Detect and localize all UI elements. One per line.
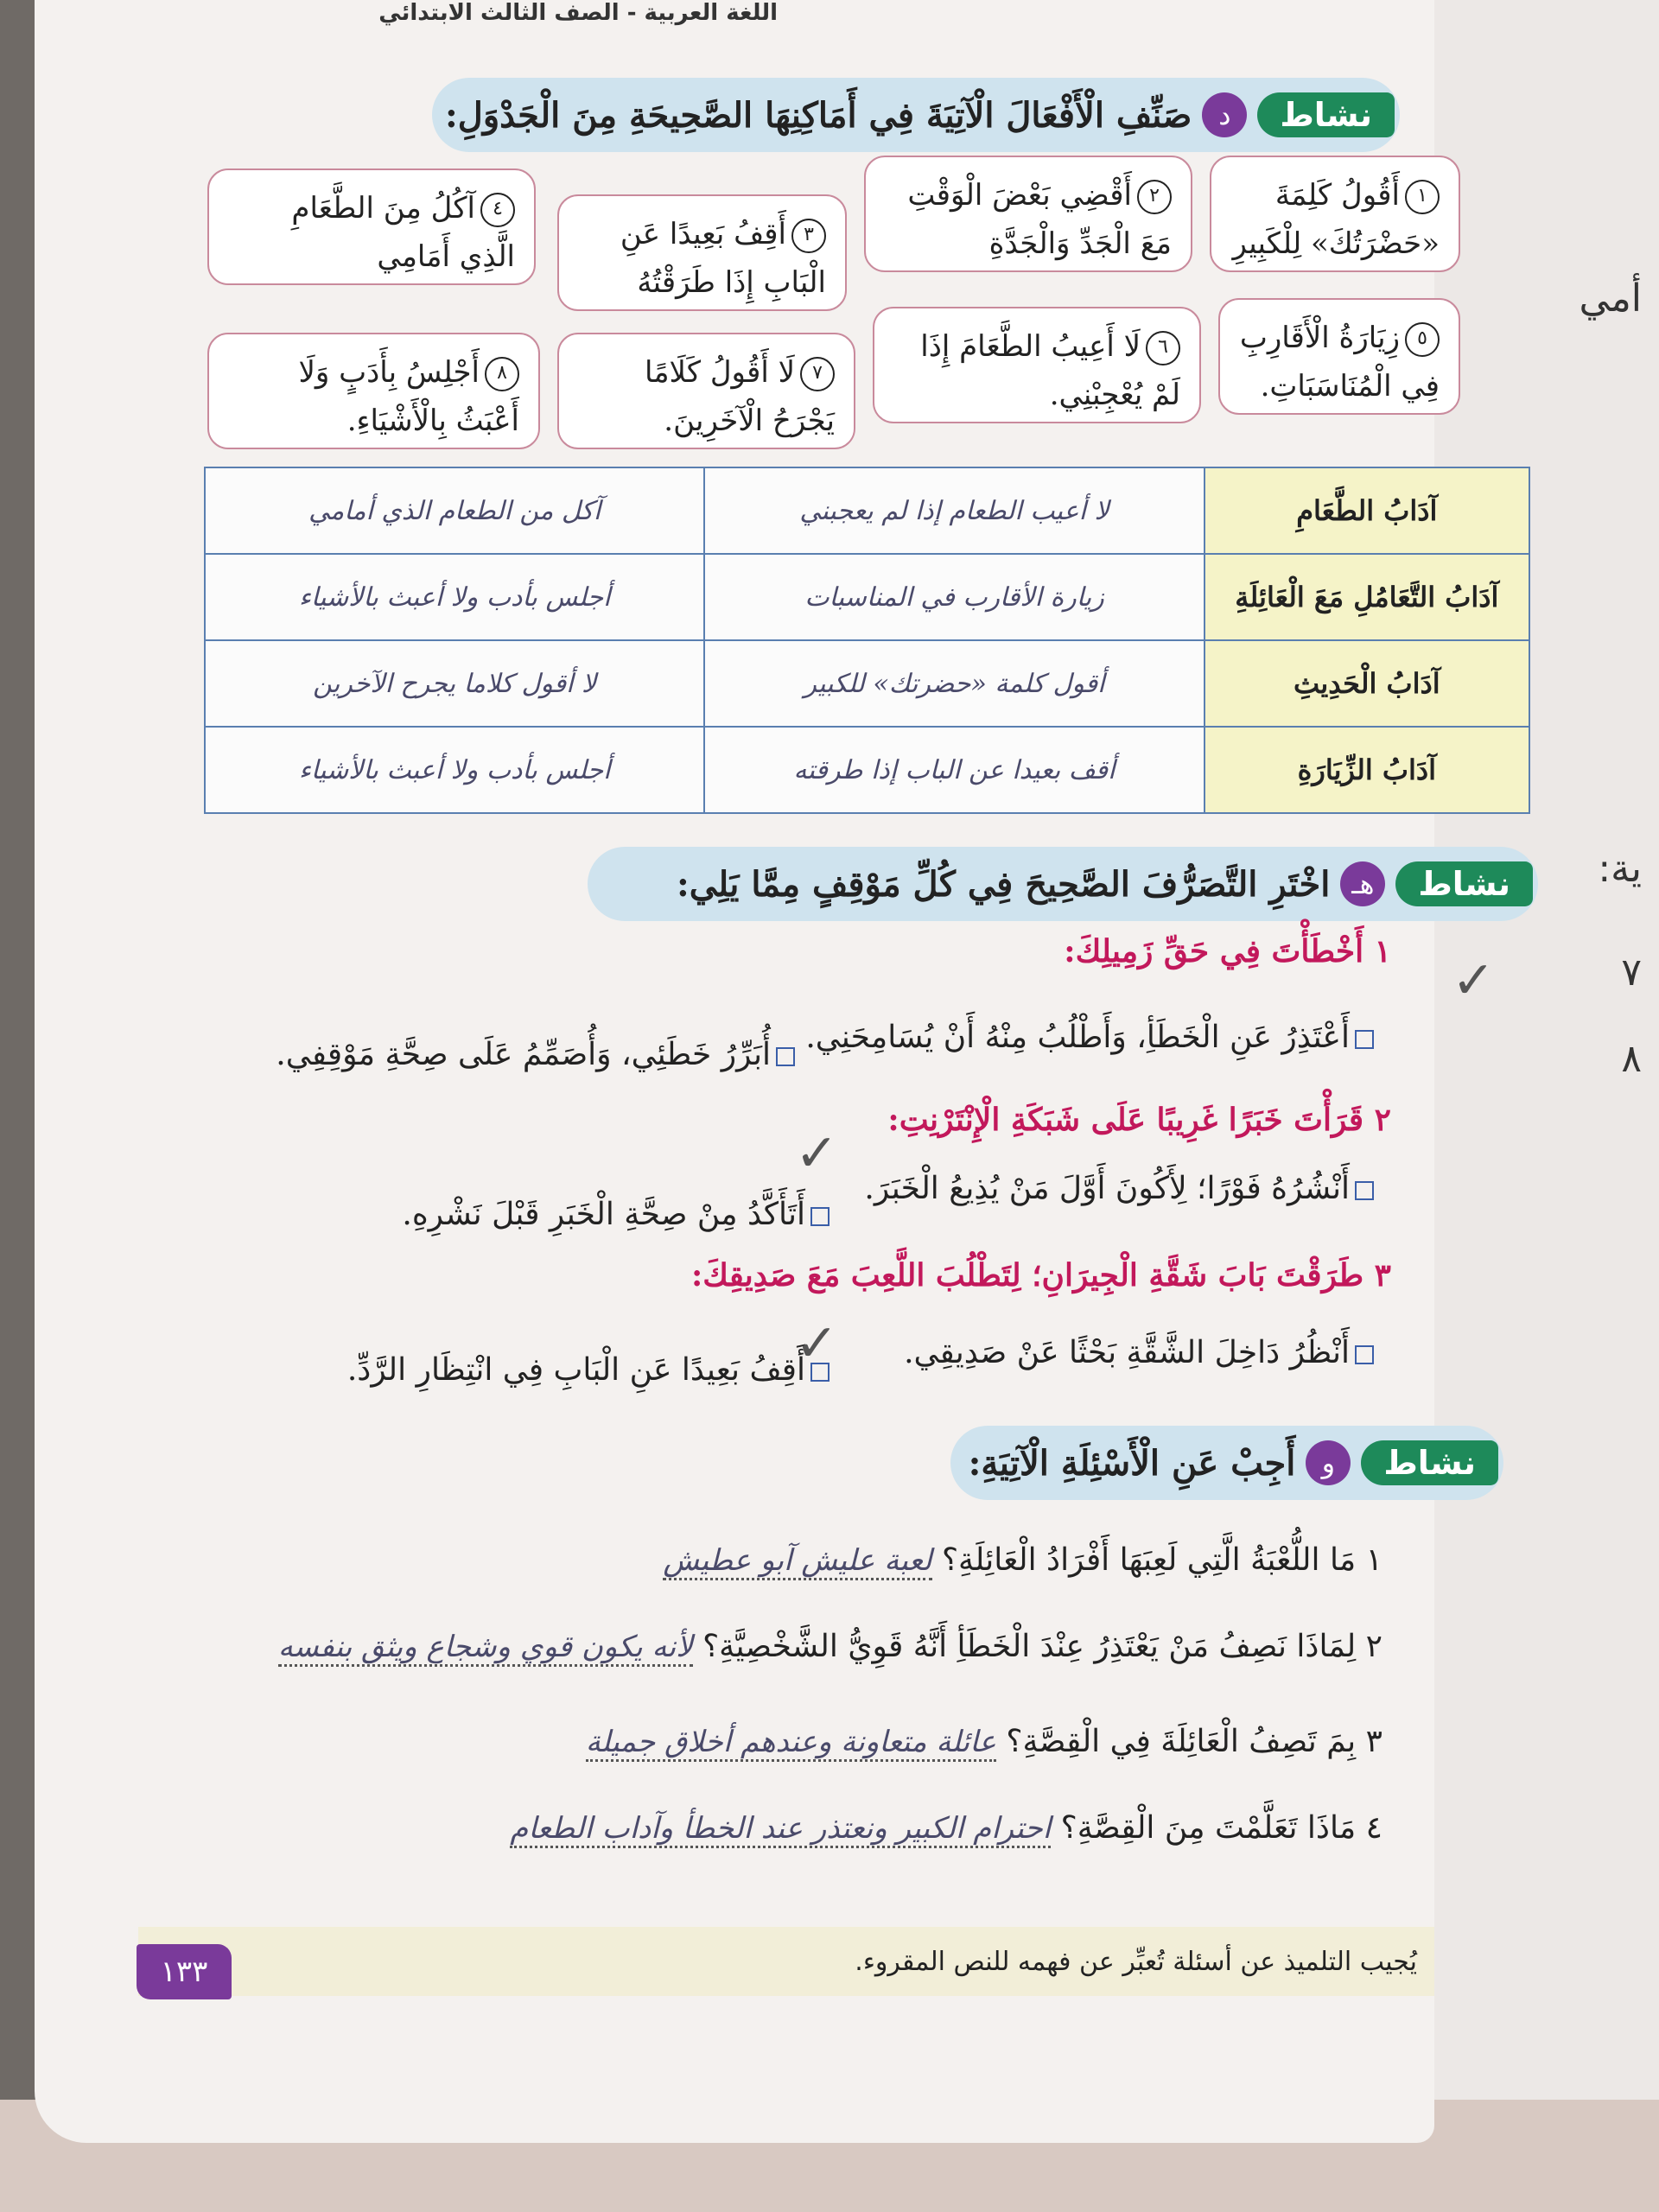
handwritten-answer[interactable]: لا أقول كلاما يجرح الآخرين (205, 640, 704, 727)
activity-h-title (588, 847, 1538, 921)
handwritten-answer[interactable]: عائلة متعاونة وعندهم أخلاق جميلة (586, 1725, 996, 1762)
option-choice[interactable]: أَنْشُرُهُ فَوْرًا؛ لِأَكُونَ أَوَّلَ مَنْ يُذِيعُ الْخَبَرَ. (864, 1171, 1374, 1206)
activity-badge: نشاط (1361, 1440, 1498, 1485)
question-item: ٤ مَاذَا تَعَلَّمْتَ مِنَ الْقِصَّةِ؟ احترام الكبير ونعتذر عند الخطأ وآداب الطعام (69, 1810, 1382, 1848)
handwritten-answer[interactable]: لا أعيب الطعام إذا لم يعجبني (704, 467, 1204, 554)
row-label: آدَابُ الْحَدِيثِ (1205, 640, 1529, 727)
footer-text: يُجيب التلميذ عن أسئلة تُعبِّر عن فهمه للنص المقروء. (855, 1946, 1417, 1977)
checkbox-icon[interactable] (1355, 1030, 1374, 1049)
question-item: ٣ بِمَ تَصِفُ الْعَائِلَةَ فِي الْقِصَّةِ؟ عائلة متعاونة وعندهم أخلاق جميلة (173, 1724, 1382, 1762)
handwritten-answer[interactable]: أقف بعيدا عن الباب إذا طرقته (704, 727, 1204, 813)
verb-card: ٨أَجْلِسُ بِأَدَبٍ وَلَا أَعْبَثُ بِالْأَشْيَاءِ. (207, 333, 540, 449)
checkmark-icon: ✓ (795, 1313, 839, 1374)
handwritten-answer[interactable]: آكل من الطعام الذي أمامي (205, 467, 704, 554)
verb-card: ٦لَا أَعِيبُ الطَّعَامَ إِذَا لَمْ يُعْجِبْنِي. (873, 307, 1201, 423)
situation-question: ١ أَخْطَأْتَ فِي حَقِّ زَمِيلِكَ: (1064, 933, 1391, 969)
classification-table (204, 467, 1530, 814)
handwritten-answer[interactable]: أقول كلمة «حضرتك» للكبير (704, 640, 1204, 727)
verb-card: ٢أَقْضِي بَعْضَ الْوَقْتِ مَعَ الْجَدِّ وَالْجَدَّةِ (864, 156, 1192, 272)
activity-instruction: صَنِّفِ الْأَفْعَالَ الْآتِيَةَ فِي أَمَاكِنِهَا الصَّحِيحَةِ مِنَ الْجَدْوَلِ: (445, 94, 1192, 136)
activity-letter: د (1202, 92, 1247, 137)
handwritten-answer[interactable]: أجلس بأدب ولا أعبث بالأشياء (205, 727, 704, 813)
option-choice[interactable]: أُبَرِّرُ خَطَئِي، وَأُصَمِّمُ عَلَى صِحَّةِ مَوْقِفِي. (276, 1037, 795, 1072)
row-label: آدَابُ التَّعَامُلِ مَعَ الْعَائِلَةِ (1205, 554, 1529, 640)
checkbox-icon[interactable] (1355, 1181, 1374, 1200)
handwritten-answer[interactable]: أجلس بأدب ولا أعبث بالأشياء (205, 554, 704, 640)
verb-card: ٤آكُلُ مِنَ الطَّعَامِ الَّذِي أَمَامِي (207, 168, 536, 285)
verb-card: ١أَقُولُ كَلِمَةَ «حَضْرَتُكَ» لِلْكَبِيرِ (1210, 156, 1460, 272)
question-item: ١ مَا اللُّعْبَةُ الَّتِي لَعِبَهَا أَفْرَادُ الْعَائِلَةِ؟ لعبة عليش آبو عطيش (173, 1542, 1382, 1580)
adjacent-page (1434, 0, 1659, 2212)
activity-instruction: أَجِبْ عَنِ الْأَسْئِلَةِ الْآتِيَةِ: (968, 1442, 1296, 1484)
activity-badge: نشاط (1257, 92, 1395, 137)
adjacent-text: ية: (1598, 847, 1642, 891)
option-choice[interactable]: أَعْتَذِرُ عَنِ الْخَطَأِ، وَأَطْلُبُ مِنْهُ أَنْ يُسَامِحَنِي. (805, 1020, 1374, 1055)
adjacent-text: ٨ (1621, 1037, 1642, 1081)
activity-d-title (432, 78, 1400, 152)
option-choice[interactable]: أَنْظُرُ دَاخِلَ الشَّقَّةِ بَحْثًا عَنْ صَدِيقِي. (904, 1335, 1374, 1370)
adjacent-text: ٧ (1621, 950, 1642, 995)
workbook-page (35, 0, 1510, 2143)
footer-note (138, 1927, 1434, 1996)
page-header: اللغة العربية - الصف الثالث الابتدائي (378, 0, 778, 26)
handwritten-answer[interactable]: احترام الكبير ونعتذر عند الخطأ وآداب الطعام (510, 1811, 1051, 1848)
verb-card: ٣أَقِفُ بَعِيدًا عَنِ الْبَابِ إِذَا طَرَقْتُهُ (557, 194, 847, 311)
adjacent-text: أمي (1579, 276, 1642, 321)
option-choice[interactable]: أَتَأَكَّدُ مِنْ صِحَّةِ الْخَبَرِ قَبْلَ نَشْرِهِ. (402, 1197, 830, 1232)
activity-letter: و (1306, 1440, 1351, 1485)
checkbox-icon[interactable] (1355, 1345, 1374, 1364)
checkbox-icon[interactable] (810, 1207, 830, 1226)
checkmark-icon: ✓ (795, 1123, 839, 1184)
activity-badge: نشاط (1395, 861, 1533, 906)
activity-w-title (950, 1426, 1503, 1500)
activity-instruction: اخْتَرِ التَّصَرُّفَ الصَّحِيحَ فِي كُلِّ مَوْقِفٍ مِمَّا يَلِي: (676, 863, 1331, 905)
handwritten-answer[interactable]: لعبة عليش آبو عطيش (663, 1543, 931, 1580)
row-label: آدَابُ الزِّيَارَةِ (1205, 727, 1529, 813)
handwritten-answer[interactable]: زيارة الأقارب في المناسبات (704, 554, 1204, 640)
situation-question: ٣ طَرَقْتَ بَابَ شَقَّةِ الْجِيرَانِ؛ لِتَطْلُبَ اللَّعِبَ مَعَ صَدِيقِكَ: (690, 1257, 1391, 1294)
table-row (205, 727, 1529, 813)
question-item: ٢ لِمَاذَا نَصِفُ مَنْ يَعْتَذِرُ عِنْدَ الْخَطَأِ أَنَّهُ قَوِيُّ الشَّخْصِيَّةِ؟ لأنه يكون قوي وشجاع ويثق بنفسه (35, 1629, 1382, 1667)
verb-card: ٧لَا أَقُولُ كَلَامًا يَجْرَحُ الْآخَرِينَ. (557, 333, 855, 449)
activity-letter: هـ (1340, 861, 1385, 906)
page-number: ١٣٣ (137, 1944, 232, 1999)
option-choice[interactable]: أَقِفُ بَعِيدًا عَنِ الْبَابِ فِي انْتِظَارِ الرَّدِّ. (347, 1352, 830, 1388)
situation-question: ٢ قَرَأْتَ خَبَرًا غَرِيبًا عَلَى شَبَكَةِ الْإِنْتَرْنِتِ: (887, 1102, 1391, 1138)
table-row (205, 554, 1529, 640)
verb-card: ٥زِيَارَةُ الْأَقَارِبِ فِي الْمُنَاسَبَاتِ. (1218, 298, 1460, 415)
checkmark-icon: ✓ (1452, 950, 1496, 1011)
table-row (205, 467, 1529, 554)
row-label: آدَابُ الطَّعَامِ (1205, 467, 1529, 554)
checkbox-icon[interactable] (776, 1047, 795, 1066)
table-row (205, 640, 1529, 727)
handwritten-answer[interactable]: لأنه يكون قوي وشجاع ويثق بنفسه (278, 1630, 693, 1667)
